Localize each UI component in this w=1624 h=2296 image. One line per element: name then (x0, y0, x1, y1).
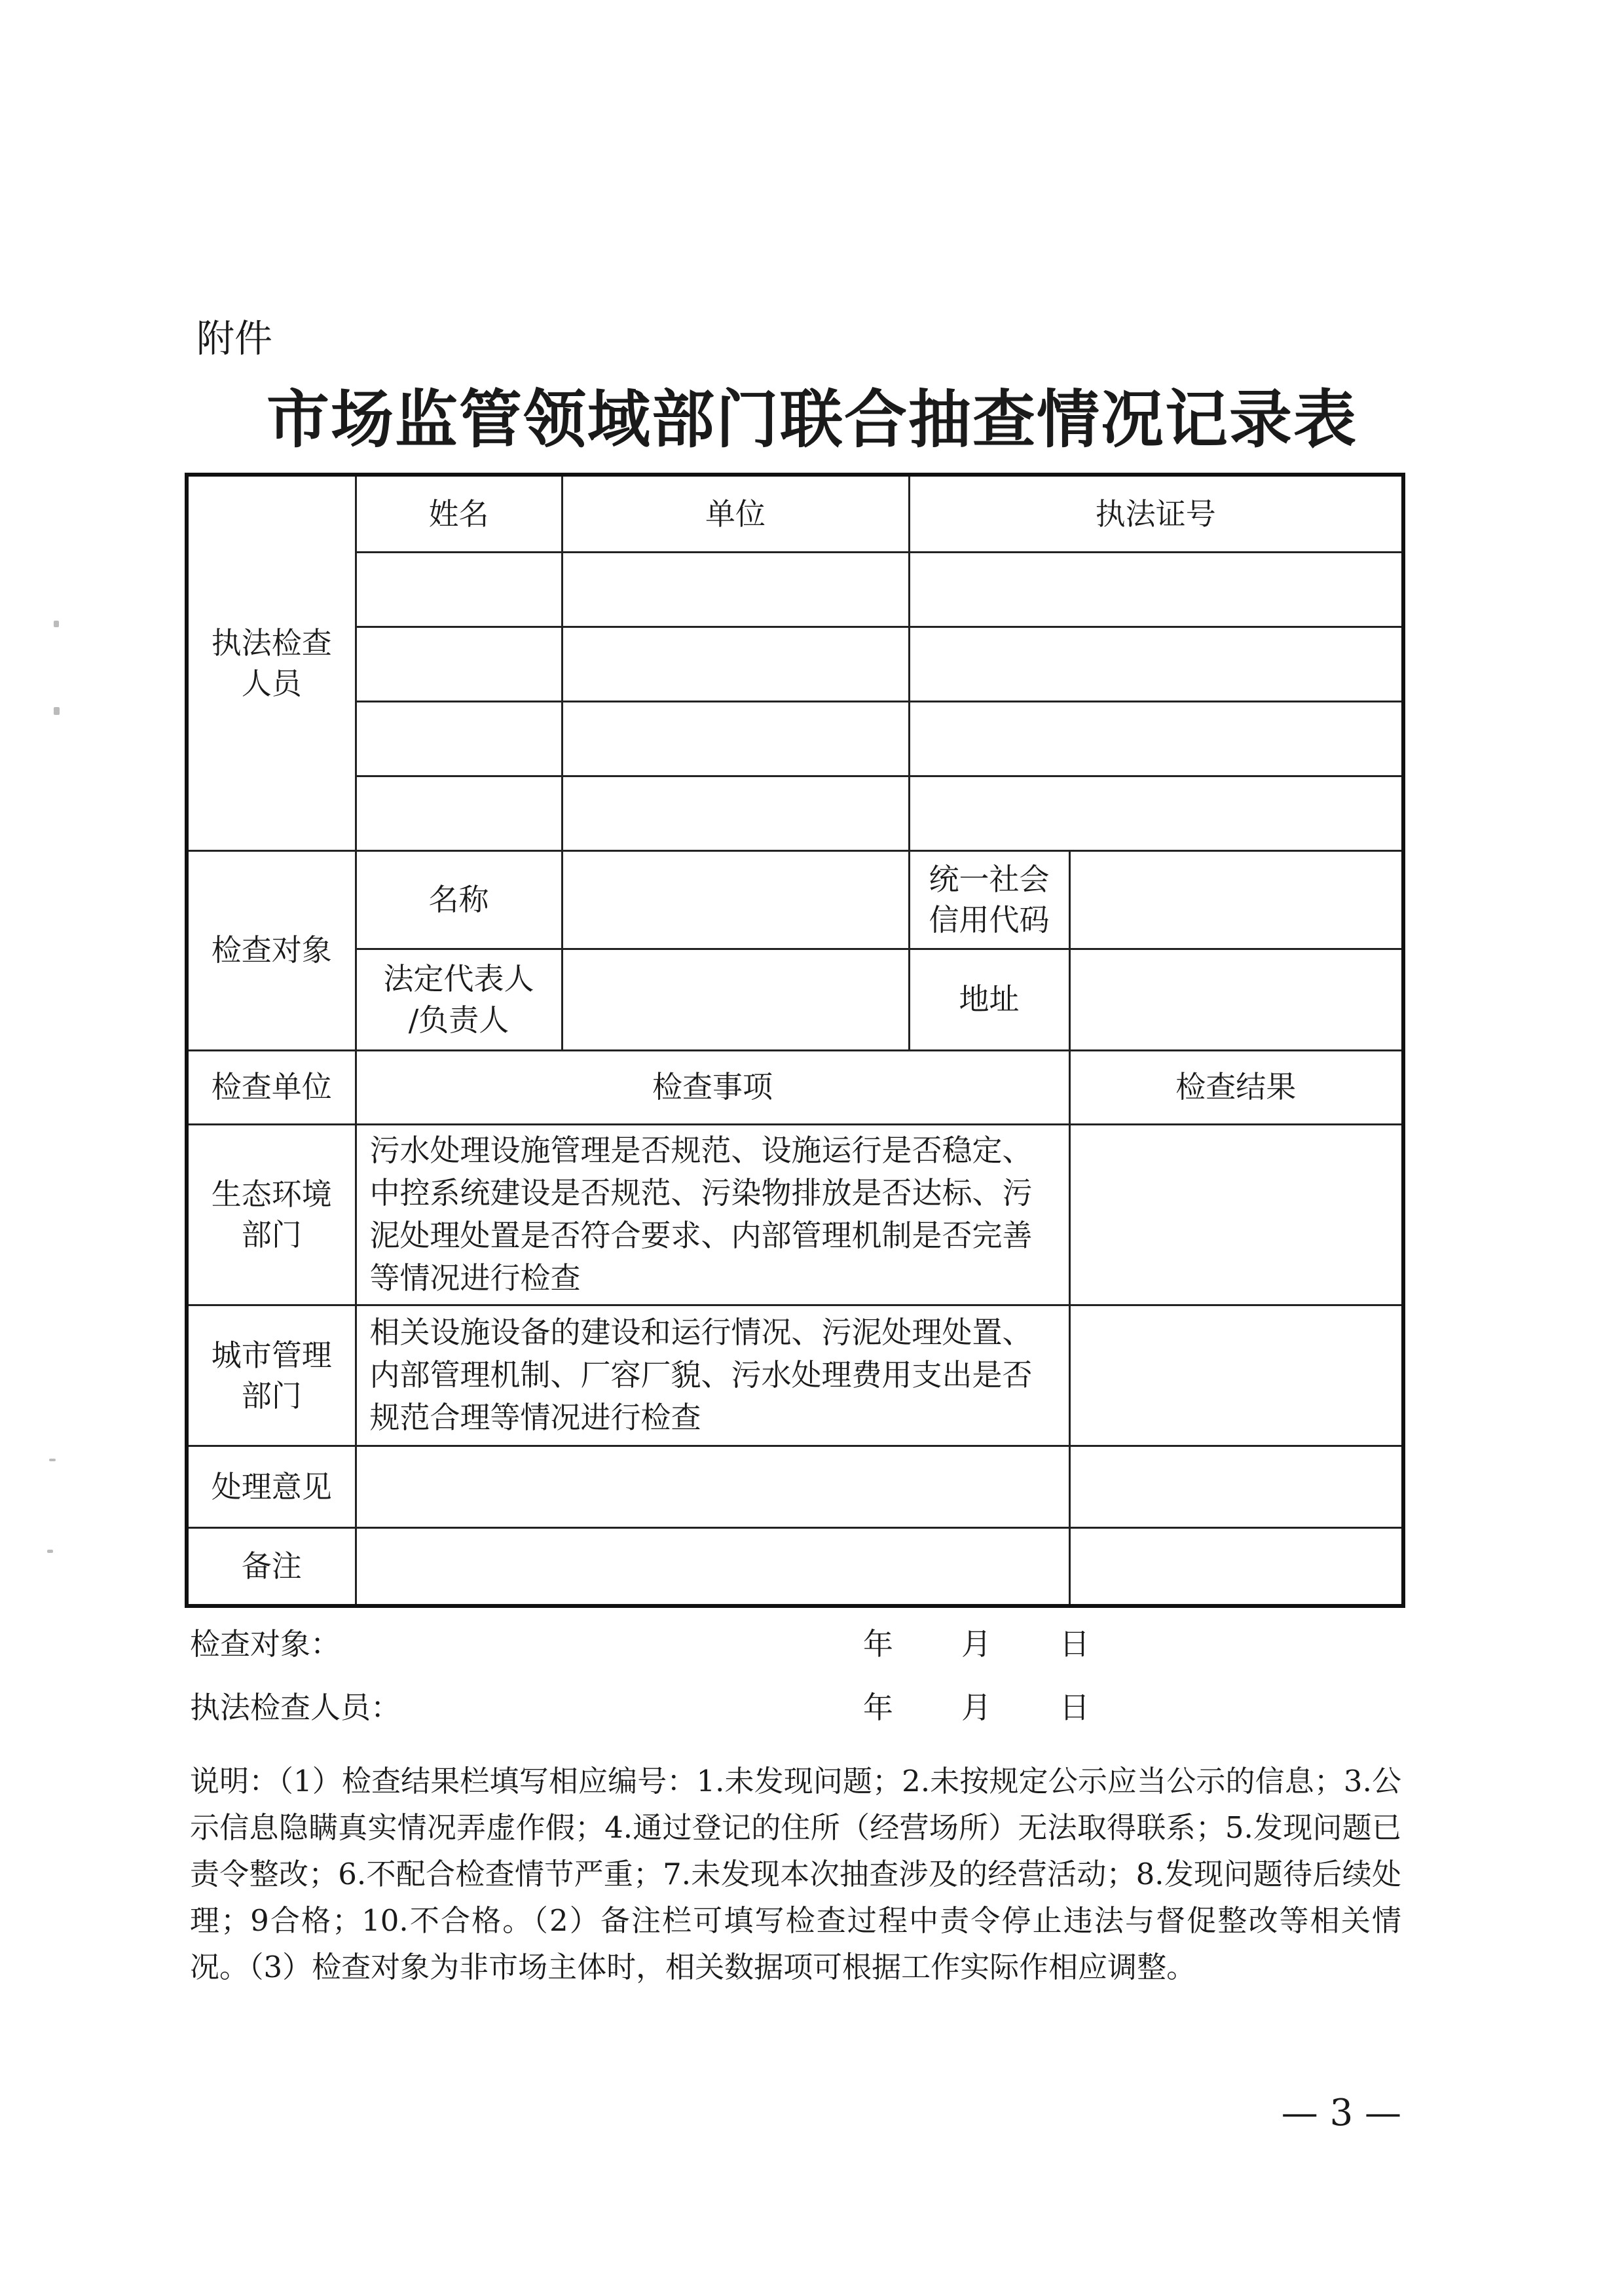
inspector-cert-cell[interactable] (909, 627, 1403, 701)
inspector-name-cell[interactable] (356, 776, 562, 850)
subject-name-cell[interactable] (562, 850, 909, 949)
inspectors-month-label: 月 (961, 1690, 991, 1725)
inspectors-label: 执法检查 人员 (187, 475, 356, 850)
page-title: 市场监管领域部门联合抽查情况记录表 (267, 383, 1357, 456)
inspector-unit-cell[interactable] (562, 552, 909, 627)
city-items-text: 相关设施设备的建设和运行情况、污泥处理处置、内部管理机制、厂容厂貌、污水处理费用支出是否规范合理等情况进行检查 (356, 1305, 1069, 1446)
page-number: — 3 — (1281, 2092, 1401, 2134)
credit-code-cell[interactable] (1069, 850, 1403, 949)
city-dept-label: 城市管理 部门 (187, 1305, 356, 1446)
inspector-name-cell[interactable] (356, 701, 562, 776)
inspectors-day-label: 日 (1060, 1690, 1090, 1725)
remarks-label: 备注 (187, 1527, 356, 1606)
legal-rep-cell[interactable] (562, 949, 909, 1050)
credit-code-label: 统一社会 信用代码 (909, 850, 1069, 949)
inspector-unit-cell[interactable] (562, 776, 909, 850)
address-cell[interactable] (1069, 949, 1403, 1050)
attachment-label: 附件 (196, 316, 273, 361)
remarks-extra-cell[interactable] (1069, 1527, 1403, 1606)
inspector-cert-cell[interactable] (909, 776, 1403, 850)
opinion-cell[interactable] (356, 1446, 1069, 1527)
opinion-label: 处理意见 (187, 1446, 356, 1527)
inspectors-year-label: 年 (863, 1690, 893, 1725)
inspector-name-cell[interactable] (356, 627, 562, 701)
inspection-record-form (185, 473, 1405, 1608)
scan-mark (54, 621, 59, 627)
dept-header: 检查单位 (187, 1050, 356, 1124)
col-cert-header: 执法证号 (909, 475, 1403, 552)
scan-mark (47, 1550, 53, 1553)
subject-day-label: 日 (1060, 1626, 1090, 1662)
subject-month-label: 月 (961, 1626, 991, 1662)
inspector-name-cell[interactable] (356, 552, 562, 627)
scan-mark (49, 1459, 56, 1461)
col-unit-header: 单位 (562, 475, 909, 552)
eco-items-text: 污水处理设施管理是否规范、设施运行是否稳定、中控系统建设是否规范、污染物排放是否达标、污泥处理处置是否符合要求、内部管理机制是否完善等情况进行检查 (356, 1124, 1069, 1305)
subject-name-label: 名称 (356, 850, 562, 949)
inspector-unit-cell[interactable] (562, 701, 909, 776)
inspector-cert-cell[interactable] (909, 701, 1403, 776)
scan-mark (54, 707, 60, 715)
subject-year-label: 年 (863, 1626, 893, 1662)
items-header: 检查事项 (356, 1050, 1069, 1124)
legal-rep-label: 法定代表人 /负责人 (356, 949, 562, 1050)
inspector-unit-cell[interactable] (562, 627, 909, 701)
instructions-note: 说明：（1）检查结果栏填写相应编号：1.未发现问题；2.未按规定公示应当公示的信息；3.公示信息隐瞒真实情况弄虚作假；4.通过登记的住所（经营场所）无法取得联系；5.发现问题已责令整改；6.不配合检查情节严重；7.未发现本次抽查涉及的经营活动；8.发现问题待后续处理；9合格；10.不合格。（2）备注栏可填写检查过程中责令停止违法与督促整改等相关情况。（3）检查对象为非市场主体时，相关数据项可根据工作实际作相应调整。 (190, 1764, 1401, 1984)
eco-dept-label: 生态环境 部门 (187, 1124, 356, 1305)
opinion-extra-cell[interactable] (1069, 1446, 1403, 1527)
subject-label: 检查对象 (187, 850, 356, 1050)
col-name-header: 姓名 (356, 475, 562, 552)
inspector-cert-cell[interactable] (909, 552, 1403, 627)
subject-signature-label: 检查对象： (190, 1626, 341, 1662)
eco-result-cell[interactable] (1069, 1124, 1403, 1305)
remarks-cell[interactable] (356, 1527, 1069, 1606)
city-result-cell[interactable] (1069, 1305, 1403, 1446)
results-header: 检查结果 (1069, 1050, 1403, 1124)
address-label: 地址 (909, 949, 1069, 1050)
inspectors-signature-label: 执法检查人员： (190, 1690, 401, 1725)
